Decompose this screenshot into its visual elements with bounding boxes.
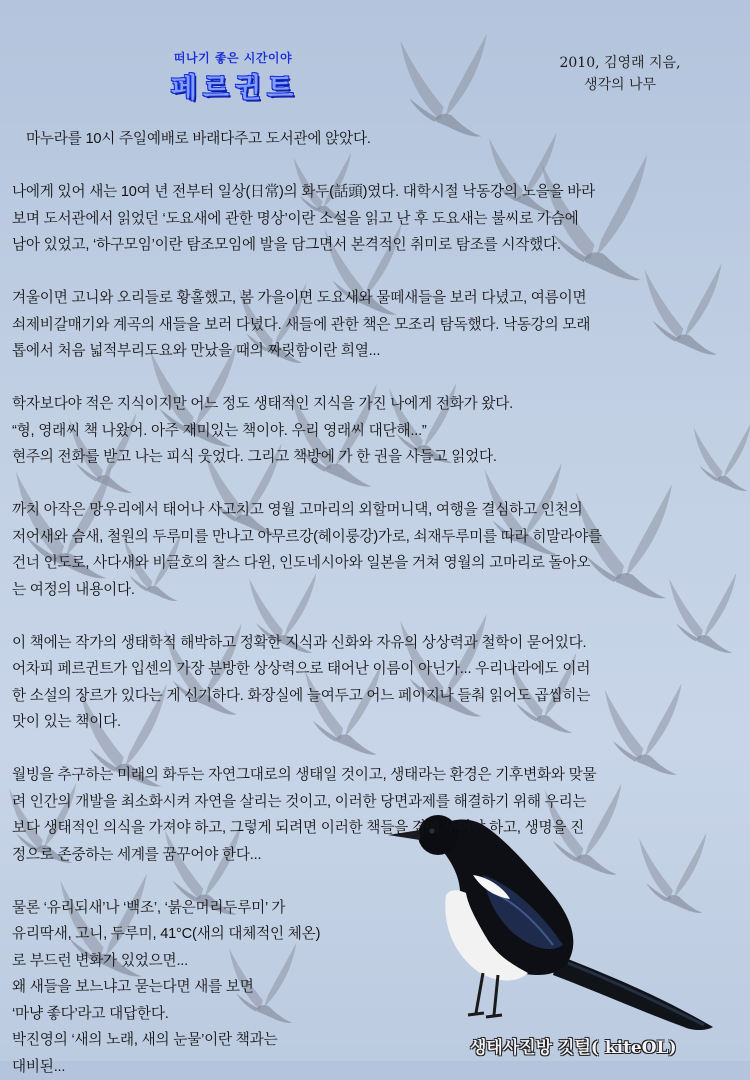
author-credit — [520, 52, 720, 96]
text-line: 한 소설의 장르가 있다는 게 신기하다. 화장실에 늘여두고 어느 페이지나 들춰 읽어도 곱씹히는 — [12, 683, 740, 710]
text-line: 톱에서 처음 넓적부리도요와 만났을 때의 짜릿함이란 희열... — [12, 338, 740, 365]
book-title: 페르귄트 — [150, 66, 320, 105]
text-line: ‘마냥 좋다’라고 대답한다. — [12, 1001, 740, 1028]
text-line: 보다 생태적인 의식을 가져야 하고, 그렇게 되려면 이러한 책들을 곁에 두어야 하고, 생명을 진 — [12, 815, 740, 842]
photographer-signature: 생태사진방 깃털( kiteOL) — [470, 1033, 750, 1058]
text-line: 학자보다야 적은 지식이지만 어느 정도 생태적인 지식을 가진 나에게 전화가 왔다. — [12, 391, 740, 418]
text-line: 건너 인도로, 사다새와 비글호의 찰스 다윈, 인도네시아와 일본을 거쳐 영월의 고마리로 돌아오 — [12, 550, 740, 577]
text-line: 물론 ‘유리되새’나 ‘백조’, ‘붉은머리두루미’ 가 — [12, 895, 740, 922]
text-line: 는 여정의 내용이다. — [12, 577, 740, 604]
text-line: 유리딱새, 고니, 두루미, 41°C(새의 대체적인 체온) — [12, 921, 740, 948]
text-line: 나에게 있어 새는 10여 년 전부터 일상(日常)의 화두(話頭)였다. 대학시절 낙동강의 노을을 바라 — [12, 179, 740, 206]
text-line: 남아 있었고, ‘하구모임’이란 탐조모임에 발을 담그면서 본격적인 취미로 탐조를 시작했다. — [12, 232, 740, 259]
text-line: 정으로 존중하는 세계를 꿈꾸어야 한다... — [12, 842, 740, 869]
text-line: 보며 도서관에서 읽었던 ‘도요새에 관한 명상’이란 소설을 읽고 난 후 도요새는 불씨로 가슴에 — [12, 206, 740, 233]
text-line: 쇠제비갈매기와 계곡의 새들을 보러 다녔다. 새들에 관한 책은 모조리 탐독했다. 낙동강의 모래 — [12, 312, 740, 339]
text-line: 왜 새들을 보느냐고 묻는다면 새를 보면 — [12, 974, 740, 1001]
text-line: 이 책에는 작가의 생태학적 해박하고 정확한 지식과 신화와 자유의 상상력과 철학이 묻어있다. — [12, 630, 740, 657]
text-line: 겨울이면 고니와 오리들로 황홀했고, 봄 가을이면 도요새와 물떼새들을 보러 다녔고, 여름이면 — [12, 285, 740, 312]
text-line: 월빙을 추구하는 미래의 화두는 자연그대로의 생태일 것이고, 생태라는 환경은 기후변화와 맞물 — [12, 762, 740, 789]
text-line: “형, 영래씨 책 나왔어. 아주 재미있는 책이야. 우리 영래씨 대단해...” — [12, 418, 740, 445]
text-line: 로 부드런 변화가 있었으면... — [12, 948, 740, 975]
text-line: 대비된... — [12, 1054, 740, 1080]
credit-publisher: 생각의 나무 — [520, 74, 720, 96]
text-line: 려 인간의 개발을 최소화시켜 자연을 살리는 것이고, 이러한 당면과제를 해결하기 위해 우리는 — [12, 789, 740, 816]
text-line: 현주의 전화를 받고 나는 피식 웃었다. 그리고 책방에 가 한 권을 사들고 읽었다. — [12, 444, 740, 471]
text-line: 까치 아작은 망우리에서 태어나 사고치고 영월 고마리의 외할머니댁, 여행을 결심하고 인천의 — [12, 497, 740, 524]
paragraph-intro: 마누라를 10시 주일예배로 바래다주고 도서관에 앉았다. — [12, 126, 740, 153]
review-body — [12, 126, 740, 1080]
text-line: 저어새와 슴새, 철원의 두루미를 만나고 아무르강(헤이룽강)가로, 쇠재두루미를 따라 히말라야를 — [12, 524, 740, 551]
book-subtitle: 떠나기 좋은 시간이야 — [148, 49, 318, 66]
credit-year-author: 2010, 김영래 지음, — [520, 52, 720, 74]
text-line: 어차피 페르귄트가 입센의 가장 분방한 상상력으로 태어난 이름이 아닌가... 우리나라에도 이러 — [12, 656, 740, 683]
text-line: 박진영의 ‘새의 노래, 새의 눈물’이란 책과는 — [12, 1027, 740, 1054]
text-line: 맛이 있는 책이다. — [12, 709, 740, 736]
